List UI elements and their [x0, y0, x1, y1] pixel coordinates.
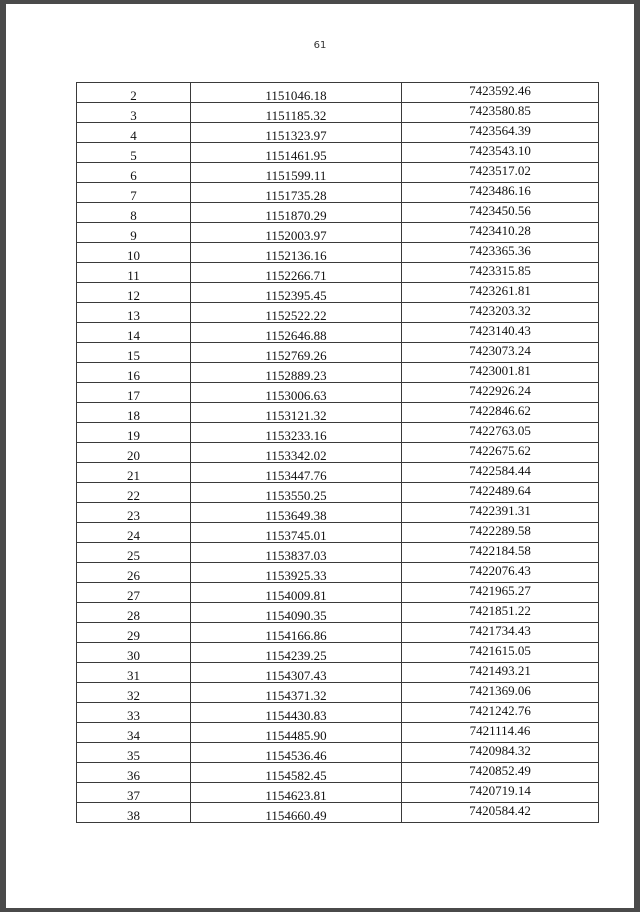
table-row	[77, 283, 599, 303]
x-coordinate-cell	[191, 583, 402, 603]
point-number-cell	[77, 223, 191, 243]
y-coordinate-cell	[402, 103, 599, 123]
point-number-cell	[77, 123, 191, 143]
y-coordinate-cell	[402, 123, 599, 143]
cell-text: 34	[127, 728, 140, 743]
cell-text: 30	[127, 648, 140, 663]
cell-text: 1154582.45	[265, 768, 327, 783]
x-coordinate-cell	[191, 263, 402, 283]
cell-text: 7422289.58	[469, 523, 531, 538]
cell-text: 7420584.42	[469, 803, 531, 818]
table-row	[77, 483, 599, 503]
cell-text: 25	[127, 548, 140, 563]
table-row	[77, 163, 599, 183]
x-coordinate-cell	[191, 303, 402, 323]
cell-text: 1152769.26	[265, 348, 327, 363]
cell-text: 1152395.45	[265, 288, 327, 303]
point-number-cell	[77, 263, 191, 283]
cell-text: 26	[127, 568, 140, 583]
cell-text: 22	[127, 488, 140, 503]
table-row	[77, 103, 599, 123]
y-coordinate-cell	[402, 483, 599, 503]
cell-text: 19	[127, 428, 140, 443]
x-coordinate-cell	[191, 343, 402, 363]
cell-text: 38	[127, 808, 140, 823]
cell-text: 32	[127, 688, 140, 703]
point-number-cell	[77, 303, 191, 323]
cell-text: 9	[130, 228, 137, 243]
cell-text: 7423001.81	[469, 363, 531, 378]
point-number-cell	[77, 203, 191, 223]
table-row	[77, 223, 599, 243]
x-coordinate-cell	[191, 803, 402, 823]
cell-text: 1153837.03	[265, 548, 327, 563]
table-row	[77, 363, 599, 383]
cell-text: 1153745.01	[265, 528, 327, 543]
point-number-cell	[77, 603, 191, 623]
cell-text: 7	[130, 188, 137, 203]
table-row	[77, 523, 599, 543]
x-coordinate-cell	[191, 203, 402, 223]
y-coordinate-cell	[402, 543, 599, 563]
table-row	[77, 303, 599, 323]
cell-text: 7422076.43	[469, 563, 531, 578]
y-coordinate-cell	[402, 803, 599, 823]
cell-text: 7423203.32	[469, 303, 531, 318]
cell-text: 1151046.18	[265, 88, 327, 103]
table-row	[77, 663, 599, 683]
point-number-cell	[77, 283, 191, 303]
point-number-cell	[77, 183, 191, 203]
y-coordinate-cell	[402, 223, 599, 243]
table-row	[77, 423, 599, 443]
table-row	[77, 603, 599, 623]
cell-text: 7423517.02	[469, 163, 531, 178]
table-row	[77, 463, 599, 483]
x-coordinate-cell	[191, 163, 402, 183]
point-number-cell	[77, 803, 191, 823]
x-coordinate-cell	[191, 703, 402, 723]
point-number-cell	[77, 523, 191, 543]
cell-text: 2	[130, 88, 137, 103]
cell-text: 1153342.02	[265, 448, 327, 463]
cell-text: 31	[127, 668, 140, 683]
point-number-cell	[77, 583, 191, 603]
x-coordinate-cell	[191, 763, 402, 783]
x-coordinate-cell	[191, 783, 402, 803]
point-number-cell	[77, 763, 191, 783]
cell-text: 7423073.24	[469, 343, 531, 358]
point-number-cell	[77, 423, 191, 443]
x-coordinate-cell	[191, 743, 402, 763]
point-number-cell	[77, 243, 191, 263]
table-row	[77, 723, 599, 743]
cell-text: 7421965.27	[469, 583, 531, 598]
y-coordinate-cell	[402, 263, 599, 283]
table-row	[77, 243, 599, 263]
cell-text: 7421369.06	[469, 683, 531, 698]
x-coordinate-cell	[191, 563, 402, 583]
table-row	[77, 783, 599, 803]
table-row	[77, 563, 599, 583]
point-number-cell	[77, 743, 191, 763]
point-number-cell	[77, 383, 191, 403]
cell-text: 24	[127, 528, 140, 543]
cell-text: 7420984.32	[469, 743, 531, 758]
x-coordinate-cell	[191, 223, 402, 243]
x-coordinate-cell	[191, 503, 402, 523]
point-number-cell	[77, 103, 191, 123]
y-coordinate-cell	[402, 603, 599, 623]
table-row	[77, 263, 599, 283]
x-coordinate-cell	[191, 643, 402, 663]
cell-text: 1154307.43	[265, 668, 327, 683]
x-coordinate-cell	[191, 443, 402, 463]
cell-text: 13	[127, 308, 140, 323]
point-number-cell	[77, 563, 191, 583]
table-row	[77, 323, 599, 343]
cell-text: 1154239.25	[265, 648, 327, 663]
table-row	[77, 143, 599, 163]
cell-text: 37	[127, 788, 140, 803]
cell-text: 7423592.46	[469, 83, 531, 98]
point-number-cell	[77, 723, 191, 743]
y-coordinate-cell	[402, 463, 599, 483]
x-coordinate-cell	[191, 663, 402, 683]
x-coordinate-cell	[191, 463, 402, 483]
y-coordinate-cell	[402, 443, 599, 463]
cell-text: 7422584.44	[469, 463, 531, 478]
point-number-cell	[77, 143, 191, 163]
cell-text: 36	[127, 768, 140, 783]
point-number-cell	[77, 663, 191, 683]
x-coordinate-cell	[191, 243, 402, 263]
cell-text: 27	[127, 588, 140, 603]
cell-text: 7421851.22	[469, 603, 531, 618]
cell-text: 7423486.16	[469, 183, 531, 198]
cell-text: 7421734.43	[469, 623, 531, 638]
y-coordinate-cell	[402, 423, 599, 443]
cell-text: 15	[127, 348, 140, 363]
cell-text: 1154623.81	[265, 788, 327, 803]
cell-text: 20	[127, 448, 140, 463]
cell-text: 7421114.46	[469, 723, 531, 738]
y-coordinate-cell	[402, 383, 599, 403]
y-coordinate-cell	[402, 523, 599, 543]
cell-text: 1154090.35	[265, 608, 327, 623]
point-number-cell	[77, 163, 191, 183]
cell-text: 1152136.16	[265, 248, 327, 263]
y-coordinate-cell	[402, 183, 599, 203]
table-row	[77, 803, 599, 823]
y-coordinate-cell	[402, 403, 599, 423]
cell-text: 1154371.32	[265, 688, 327, 703]
cell-text: 1152003.97	[265, 228, 327, 243]
y-coordinate-cell	[402, 283, 599, 303]
y-coordinate-cell	[402, 303, 599, 323]
table-row	[77, 683, 599, 703]
cell-text: 18	[127, 408, 140, 423]
cell-text: 1153121.32	[265, 408, 327, 423]
x-coordinate-cell	[191, 603, 402, 623]
cell-text: 1151461.95	[265, 148, 327, 163]
table-row	[77, 83, 599, 103]
cell-text: 1152522.22	[265, 308, 327, 323]
y-coordinate-cell	[402, 83, 599, 103]
point-number-cell	[77, 363, 191, 383]
cell-text: 7422846.62	[469, 403, 531, 418]
x-coordinate-cell	[191, 683, 402, 703]
y-coordinate-cell	[402, 163, 599, 183]
table-row	[77, 183, 599, 203]
y-coordinate-cell	[402, 683, 599, 703]
point-number-cell	[77, 783, 191, 803]
cell-text: 7421615.05	[469, 643, 531, 658]
y-coordinate-cell	[402, 643, 599, 663]
cell-text: 7423140.43	[469, 323, 531, 338]
x-coordinate-cell	[191, 523, 402, 543]
cell-text: 1154009.81	[265, 588, 327, 603]
x-coordinate-cell	[191, 483, 402, 503]
document-page	[6, 4, 634, 908]
point-number-cell	[77, 463, 191, 483]
cell-text: 8	[130, 208, 137, 223]
cell-text: 1154660.49	[265, 808, 327, 823]
table-row	[77, 503, 599, 523]
x-coordinate-cell	[191, 363, 402, 383]
cell-text: 7421493.21	[469, 663, 531, 678]
cell-text: 7423564.39	[469, 123, 531, 138]
point-number-cell	[77, 623, 191, 643]
cell-text: 7423450.56	[469, 203, 531, 218]
point-number-cell	[77, 343, 191, 363]
point-number-cell	[77, 543, 191, 563]
x-coordinate-cell	[191, 123, 402, 143]
table-row	[77, 583, 599, 603]
cell-text: 7423261.81	[469, 283, 531, 298]
x-coordinate-cell	[191, 543, 402, 563]
y-coordinate-cell	[402, 703, 599, 723]
cell-text: 1153550.25	[265, 488, 327, 503]
cell-text: 1153006.63	[265, 388, 327, 403]
cell-text: 4	[130, 128, 137, 143]
y-coordinate-cell	[402, 623, 599, 643]
table-row	[77, 623, 599, 643]
y-coordinate-cell	[402, 363, 599, 383]
x-coordinate-cell	[191, 103, 402, 123]
cell-text: 1153649.38	[265, 508, 327, 523]
cell-text: 1151185.32	[265, 108, 327, 123]
cell-text: 11	[127, 268, 140, 283]
cell-text: 14	[127, 328, 140, 343]
table-row	[77, 443, 599, 463]
cell-text: 1154536.46	[265, 748, 327, 763]
cell-text: 3	[130, 108, 137, 123]
cell-text: 33	[127, 708, 140, 723]
cell-text: 1154485.90	[265, 728, 327, 743]
cell-text: 1152266.71	[265, 268, 327, 283]
x-coordinate-cell	[191, 323, 402, 343]
x-coordinate-cell	[191, 83, 402, 103]
cell-text: 1151599.11	[265, 168, 327, 183]
y-coordinate-cell	[402, 723, 599, 743]
y-coordinate-cell	[402, 663, 599, 683]
cell-text: 23	[127, 508, 140, 523]
y-coordinate-cell	[402, 743, 599, 763]
cell-text: 1152646.88	[265, 328, 327, 343]
cell-text: 1154430.83	[265, 708, 327, 723]
y-coordinate-cell	[402, 243, 599, 263]
y-coordinate-cell	[402, 563, 599, 583]
y-coordinate-cell	[402, 783, 599, 803]
cell-text: 7422763.05	[469, 423, 531, 438]
cell-text: 7420852.49	[469, 763, 531, 778]
x-coordinate-cell	[191, 403, 402, 423]
y-coordinate-cell	[402, 203, 599, 223]
table-row	[77, 343, 599, 363]
cell-text: 7420719.14	[469, 783, 531, 798]
cell-text: 1151870.29	[265, 208, 327, 223]
cell-text: 10	[127, 248, 140, 263]
y-coordinate-cell	[402, 503, 599, 523]
cell-text: 7422926.24	[469, 383, 531, 398]
point-number-cell	[77, 483, 191, 503]
x-coordinate-cell	[191, 183, 402, 203]
cell-text: 1153447.76	[265, 468, 327, 483]
x-coordinate-cell	[191, 283, 402, 303]
point-number-cell	[77, 643, 191, 663]
y-coordinate-cell	[402, 583, 599, 603]
coordinates-table	[76, 82, 599, 823]
y-coordinate-cell	[402, 763, 599, 783]
point-number-cell	[77, 403, 191, 423]
table-row	[77, 203, 599, 223]
table-row	[77, 763, 599, 783]
table-row	[77, 403, 599, 423]
cell-text: 7423315.85	[469, 263, 531, 278]
cell-text: 29	[127, 628, 140, 643]
cell-text: 12	[127, 288, 140, 303]
cell-text: 1151735.28	[265, 188, 327, 203]
cell-text: 7422489.64	[469, 483, 531, 498]
cell-text: 7423410.28	[469, 223, 531, 238]
x-coordinate-cell	[191, 423, 402, 443]
point-number-cell	[77, 503, 191, 523]
coordinates-table-body	[77, 83, 599, 823]
point-number-cell	[77, 83, 191, 103]
page-number: 61	[313, 40, 327, 51]
table-row	[77, 383, 599, 403]
point-number-cell	[77, 443, 191, 463]
cell-text: 35	[127, 748, 140, 763]
y-coordinate-cell	[402, 143, 599, 163]
cell-text: 7421242.76	[469, 703, 531, 718]
cell-text: 17	[127, 388, 140, 403]
cell-text: 7423365.36	[469, 243, 531, 258]
point-number-cell	[77, 323, 191, 343]
cell-text: 7422675.62	[469, 443, 531, 458]
cell-text: 6	[130, 168, 137, 183]
cell-text: 28	[127, 608, 140, 623]
x-coordinate-cell	[191, 623, 402, 643]
cell-text: 5	[130, 148, 137, 163]
cell-text: 1154166.86	[265, 628, 327, 643]
x-coordinate-cell	[191, 723, 402, 743]
cell-text: 7423543.10	[469, 143, 531, 158]
table-row	[77, 643, 599, 663]
cell-text: 21	[127, 468, 140, 483]
y-coordinate-cell	[402, 343, 599, 363]
table-row	[77, 543, 599, 563]
table-row	[77, 743, 599, 763]
cell-text: 7422391.31	[469, 503, 531, 518]
point-number-cell	[77, 703, 191, 723]
cell-text: 7423580.85	[469, 103, 531, 118]
x-coordinate-cell	[191, 383, 402, 403]
cell-text: 1151323.97	[265, 128, 327, 143]
cell-text: 1153233.16	[265, 428, 327, 443]
table-row	[77, 703, 599, 723]
x-coordinate-cell	[191, 143, 402, 163]
table-row	[77, 123, 599, 143]
cell-text: 1153925.33	[265, 568, 327, 583]
cell-text: 16	[127, 368, 140, 383]
y-coordinate-cell	[402, 323, 599, 343]
point-number-cell	[77, 683, 191, 703]
cell-text: 1152889.23	[265, 368, 327, 383]
cell-text: 7422184.58	[469, 543, 531, 558]
